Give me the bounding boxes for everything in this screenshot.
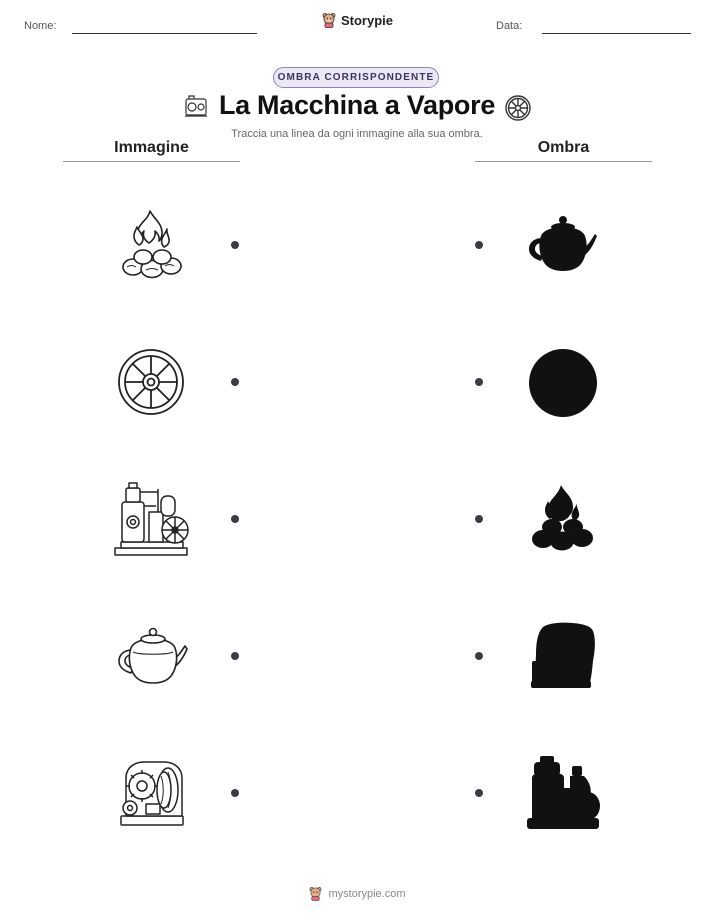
match-dot-right-3[interactable] xyxy=(475,515,483,523)
name-label: Nome: xyxy=(24,20,57,32)
footer xyxy=(0,886,714,901)
brand-name: Storypie xyxy=(340,12,393,28)
match-dot-right-4[interactable] xyxy=(475,652,483,660)
date-line[interactable] xyxy=(542,33,691,34)
footer-url[interactable]: mystorypie.com xyxy=(328,887,406,900)
match-dot-left-2[interactable] xyxy=(231,378,239,386)
date-label: Data: xyxy=(496,20,523,32)
coal-shadow-icon xyxy=(529,621,599,689)
match-dot-left-1[interactable] xyxy=(231,241,239,249)
campfire-icon xyxy=(117,207,187,282)
match-dot-left-3[interactable] xyxy=(231,515,239,523)
page-title-text: La Macchina a Vapore xyxy=(218,90,496,120)
brand-logo xyxy=(0,12,714,28)
match-dot-right-2[interactable] xyxy=(475,378,483,386)
bear-mascot-icon xyxy=(321,12,337,28)
bear-mascot-footer-icon xyxy=(308,886,323,901)
steam-engine-icon xyxy=(113,482,189,558)
teapot-shadow-icon xyxy=(526,214,598,274)
column-underline-left xyxy=(63,161,240,162)
steam-engine-shadow-icon xyxy=(526,754,602,830)
match-dot-right-5[interactable] xyxy=(475,789,483,797)
match-dot-right-1[interactable] xyxy=(475,241,483,249)
match-dot-left-5[interactable] xyxy=(231,789,239,797)
name-line[interactable] xyxy=(72,33,257,34)
wagon-wheel-icon xyxy=(116,347,186,417)
campfire-shadow-icon xyxy=(530,483,596,553)
teapot-icon xyxy=(116,626,188,686)
match-dot-left-4[interactable] xyxy=(231,652,239,660)
page-title xyxy=(0,90,714,121)
column-header-shadow: Ombra xyxy=(537,139,590,156)
worksheet-type-badge: OMBRA CORRISPONDENTE xyxy=(273,67,439,88)
column-underline-right xyxy=(475,161,652,162)
gear-machine-icon xyxy=(116,758,188,828)
steam-engine-small-icon xyxy=(182,93,210,121)
column-header-image: Immagine xyxy=(114,139,189,156)
wheel-shadow-icon xyxy=(528,348,598,418)
wheel-small-icon xyxy=(504,94,532,122)
instructions: Traccia una linea da ogni immagine alla sua ombra. xyxy=(231,128,483,140)
